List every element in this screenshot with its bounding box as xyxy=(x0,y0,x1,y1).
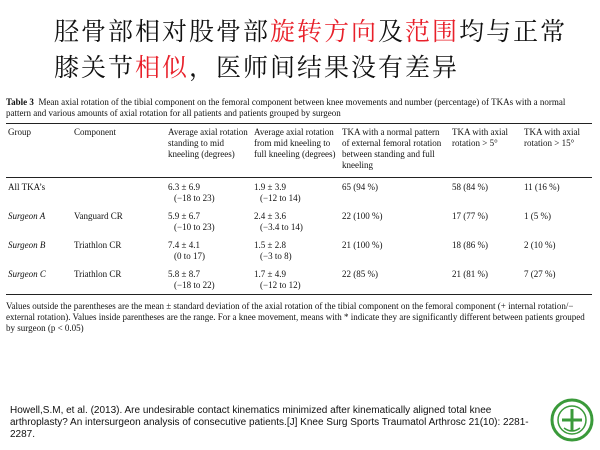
cell-kneeling: 1.5 ± 2.8 (−3 to 8) xyxy=(254,240,292,261)
cell-group: Surgeon A xyxy=(8,211,46,221)
cell-group: All TKA’s xyxy=(8,182,46,192)
title-line-1: 胫骨部相对股骨部旋转方向及范围均与正常 xyxy=(54,17,568,46)
slide-title xyxy=(54,14,584,86)
cell-gt15: 11 (16 %) xyxy=(524,182,560,192)
cell-standing: 5.9 ± 6.7 (−10 to 23) xyxy=(168,211,215,232)
col-header-gt15: TKA with axial rotation > 15° xyxy=(524,127,580,148)
cell-gt5: 18 (86 %) xyxy=(452,240,488,250)
table-figure xyxy=(6,97,592,343)
col-header-gt5: TKA with axial rotation > 5° xyxy=(452,127,508,148)
cell-component: Triathlon CR xyxy=(74,240,122,250)
col-header-component: Component xyxy=(74,127,116,137)
cell-gt5: 17 (77 %) xyxy=(452,211,488,221)
rotation-table xyxy=(6,123,592,295)
title-highlight-similar: 相似 xyxy=(135,53,190,82)
title-highlight-direction: 旋转方向 xyxy=(270,17,379,46)
cell-gt5: 21 (81 %) xyxy=(452,269,488,279)
cell-normal: 65 (94 %) xyxy=(342,182,378,192)
table-header-row xyxy=(6,124,592,178)
cell-group: Surgeon B xyxy=(8,240,46,250)
table-footnote: Values outside the parentheses are the mean ± standard deviation of the axial rotation of the tibial component on the femoral component (+ internal rotation/− external rotation). Values inside parentheses are the range. For a knee movement, means with * indicate they are significantly different between patients grouped by surgeon (p < 0.05) xyxy=(6,301,585,333)
table-row xyxy=(6,265,592,295)
cell-normal: 22 (85 %) xyxy=(342,269,378,279)
cell-gt15: 7 (27 %) xyxy=(524,269,556,279)
cell-normal: 21 (100 %) xyxy=(342,240,383,250)
cell-component xyxy=(72,178,166,208)
cell-gt5: 58 (84 %) xyxy=(452,182,488,192)
cell-gt15: 1 (5 %) xyxy=(524,211,551,221)
cell-kneeling: 1.9 ± 3.9 (−12 to 14) xyxy=(254,182,301,203)
col-header-kneeling: Average axial rotation from mid kneeling to full kneeling (degrees) xyxy=(254,127,336,159)
citation-reference: Howell,S.M, et al. (2013). Are undesirable contact kinematics minimized after kinematically aligned total knee arthroplasty? An intersurgeon analysis of consecutive patients.[J] Knee Surg Sports Traumatol Arthrosc 21(10): 2281-2287. xyxy=(10,405,529,440)
title-line-2: 膝关节相似，医师间结果没有差异 xyxy=(54,53,460,82)
table-label: Table 3 xyxy=(6,97,34,107)
cell-standing: 6.3 ± 6.9 (−18 to 23) xyxy=(168,182,215,203)
table-row xyxy=(6,236,592,265)
table-caption: Table 3 Mean axial rotation of the tibial component on the femoral component between knee movements and number (percentage) of TKAs with a normal pattern and various amounts of axial rotation for all patients and patients grouped by surgeon xyxy=(6,97,566,118)
col-header-group: Group xyxy=(8,127,31,137)
cell-kneeling: 1.7 ± 4.9 (−12 to 12) xyxy=(254,269,301,290)
cell-component: Triathlon CR xyxy=(74,269,122,279)
cell-normal: 22 (100 %) xyxy=(342,211,383,221)
cell-group: Surgeon C xyxy=(8,269,46,279)
cell-standing: 7.4 ± 4.1 (0 to 17) xyxy=(168,240,205,261)
title-highlight-range: 范围 xyxy=(405,17,460,46)
cell-standing: 5.8 ± 8.7 (−18 to 22) xyxy=(168,269,215,290)
cell-kneeling: 2.4 ± 3.6 (−3.4 to 14) xyxy=(254,211,303,232)
col-header-normal-pattern: TKA with a normal pattern of external femoral rotation between standing and full kneeling xyxy=(342,127,442,170)
cell-component: Vanguard CR xyxy=(74,211,123,221)
table-row xyxy=(6,178,592,208)
col-header-standing: Average axial rotation standing to mid kneeling (degrees) xyxy=(168,127,248,159)
hospital-seal-icon xyxy=(550,398,594,442)
cell-gt15: 2 (10 %) xyxy=(524,240,556,250)
table-row xyxy=(6,207,592,236)
